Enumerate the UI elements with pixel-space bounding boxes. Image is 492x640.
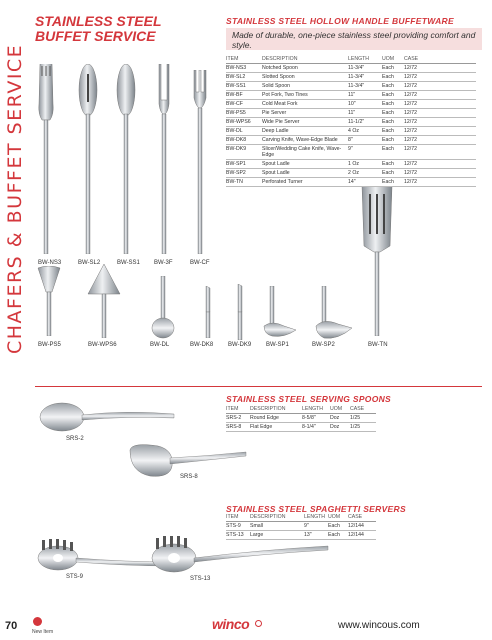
deep-ladle-image <box>150 276 176 340</box>
table-row: BW-DK8 Carving Knife, Wave-Edge Blade 8" Each 12/72 <box>226 136 476 145</box>
label-srs-8: SRS-8 <box>180 474 198 480</box>
hollow-section-title: STAINLESS STEEL HOLLOW HANDLE BUFFETWARE <box>226 16 454 26</box>
brand-logo: winco <box>212 616 250 632</box>
solid-spoon-image <box>116 64 136 254</box>
table-row: BW-SL2 Slotted Spoon 11-3/4" Each 12/72 <box>226 73 476 82</box>
table-row: BW-NS3 Notched Spoon 11-3/4" Each 12/72 <box>226 64 476 73</box>
table-header-row <box>226 514 376 522</box>
table-row: BW-SP2 Spout Ladle 2 Oz Each 12/72 <box>226 169 476 178</box>
col-item: ITEM <box>226 406 250 414</box>
spaghetti-server-large-image <box>150 536 330 576</box>
col-case: CASE <box>350 406 376 414</box>
label-bw-ps5: BW-PS5 <box>38 342 61 348</box>
label-srs-2: SRS-2 <box>66 436 84 442</box>
col-length: LENGTH <box>304 514 328 522</box>
label-bw-dl: BW-DL <box>150 342 170 348</box>
pie-server-image <box>36 266 62 336</box>
table-row: SRS-2 Round Edge 8-5/8" Doz 1/25 <box>226 414 376 423</box>
table-row: BW-TN Perforated Turner 14" Each 12/72 <box>226 178 476 187</box>
new-item-label: New Item <box>32 629 54 635</box>
col-description: DESCRIPTION <box>250 514 304 522</box>
label-sts-13: STS-13 <box>190 576 211 582</box>
col-case: CASE <box>404 56 476 64</box>
page-number: 70 <box>5 620 18 632</box>
section-tab-label: CHAFERS & BUFFET SERVICE <box>4 43 26 354</box>
website-link[interactable]: www.wincous.com <box>338 620 420 631</box>
table-header-row <box>226 56 476 64</box>
serving-section-title: STAINLESS STEEL SERVING SPOONS <box>226 394 392 404</box>
new-item-dot-icon <box>33 617 42 626</box>
perforated-turner-image <box>360 186 394 336</box>
table-header-row <box>226 406 376 414</box>
col-description: DESCRIPTION <box>250 406 302 414</box>
label-bw-ss1: BW-SS1 <box>117 260 140 266</box>
table-row: BW-SP1 Spout Ladle 1 Oz Each 12/72 <box>226 160 476 169</box>
serving-spec-table <box>226 406 376 432</box>
col-item: ITEM <box>226 56 262 64</box>
label-bw-3f: BW-3F <box>154 260 173 266</box>
hollow-spec-table <box>226 56 476 187</box>
notched-spoon-image <box>36 64 56 254</box>
spaghetti-section-title: STAINLESS STEEL SPAGHETTI SERVERS <box>226 504 406 514</box>
label-bw-cf: BW-CF <box>190 260 210 266</box>
serving-spoon-round-image <box>36 400 176 434</box>
section-divider <box>35 386 482 387</box>
table-row: BW-DK9 Slicer/Wedding Cake Knife, Wave-Edge 9" Each 12/72 <box>226 145 476 160</box>
table-row: BW-DL Deep Ladle 4 Oz Each 12/72 <box>226 127 476 136</box>
pot-fork-image <box>154 64 174 254</box>
label-bw-sp1: BW-SP1 <box>266 342 289 348</box>
col-length: LENGTH <box>302 406 330 414</box>
label-sts-9: STS-9 <box>66 574 84 580</box>
spout-ladle-2oz-image <box>314 286 354 340</box>
table-row: BW-PS5 Pie Server 11" Each 12/72 <box>226 109 476 118</box>
col-case: CASE <box>348 514 376 522</box>
slicer-knife-image <box>232 284 248 340</box>
table-row: STS-9 Small 9" Each 12/144 <box>226 522 376 531</box>
registered-mark-icon <box>255 620 262 627</box>
col-uom: UOM <box>330 406 350 414</box>
label-bw-tn: BW-TN <box>368 342 388 348</box>
col-uom: UOM <box>328 514 348 522</box>
table-row: STS-13 Large 13" Each 12/144 <box>226 531 376 540</box>
label-bw-wps6: BW-WPS6 <box>88 342 117 348</box>
col-length: LENGTH <box>348 56 382 64</box>
label-bw-dk8: BW-DK8 <box>190 342 214 348</box>
wide-pie-server-image <box>86 264 122 338</box>
label-bw-sl2: BW-SL2 <box>78 260 101 266</box>
table-row: BW-SS1 Solid Spoon 11-3/4" Each 12/72 <box>226 82 476 91</box>
table-row: BW-CF Cold Meat Fork 10" Each 12/72 <box>226 100 476 109</box>
cold-meat-fork-image <box>190 70 210 254</box>
label-bw-ns3: BW-NS3 <box>38 260 62 266</box>
table-row: BW-BF Pot Fork, Two Tines 11" Each 12/72 <box>226 91 476 100</box>
table-row: BW-WPS6 Wide Pie Server 11-1/2" Each 12/72 <box>226 118 476 127</box>
spout-ladle-1oz-image <box>262 286 298 340</box>
label-bw-dk9: BW-DK9 <box>228 342 252 348</box>
col-item: ITEM <box>226 514 250 522</box>
label-bw-sp2: BW-SP2 <box>312 342 335 348</box>
hollow-description: Made of durable, one-piece stainless steel providing comfort and style. <box>226 28 482 50</box>
page-title: STAINLESS STEEL BUFFET SERVICE <box>35 13 162 44</box>
table-row: SRS-8 Flat Edge 8-1/4" Doz 1/25 <box>226 423 376 432</box>
slotted-spoon-image <box>78 64 98 254</box>
carving-knife-image <box>200 286 216 338</box>
sidebar <box>0 0 28 640</box>
col-description: DESCRIPTION <box>262 56 348 64</box>
col-uom: UOM <box>382 56 404 64</box>
